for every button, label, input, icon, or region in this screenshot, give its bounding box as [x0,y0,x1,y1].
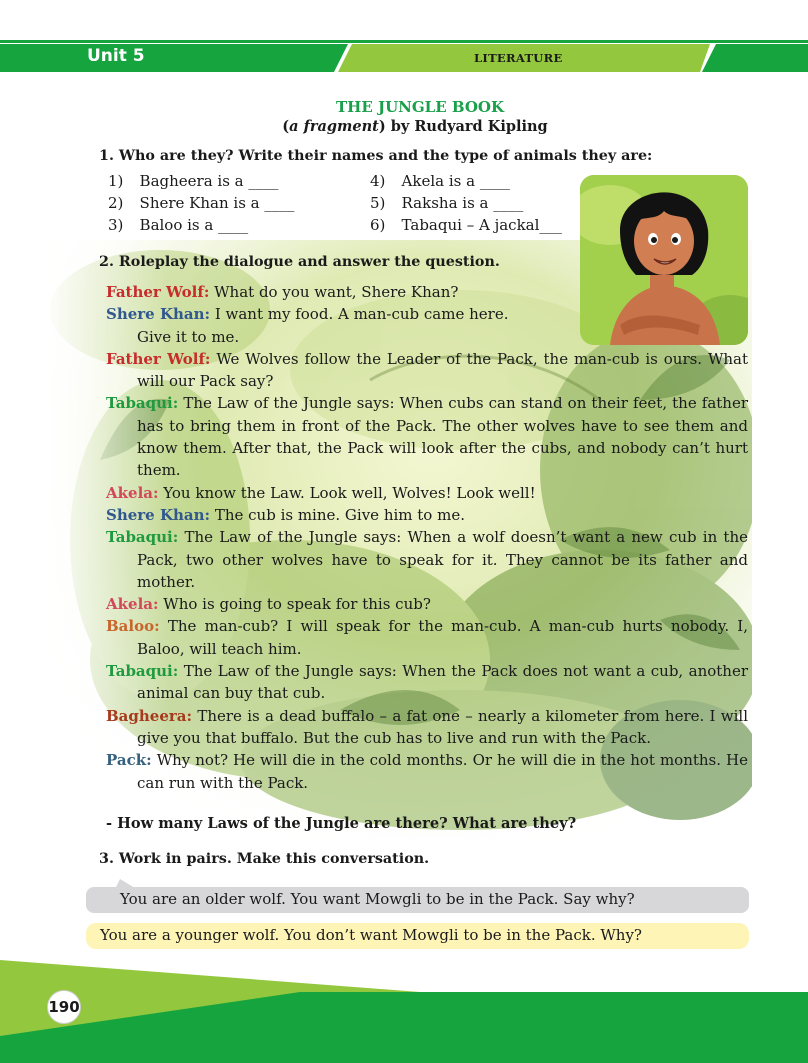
page-footer-band [0,952,808,1063]
dialogue-line: Tabaqui: The Law of the Jungle says: When cubs can stand on their feet, the father has to bring them in front of the Pack. The other wolves have to see them and know them. After that, the Pack will look after the cubs, and nobody can’t hurt them. [106,394,748,480]
subtitle-author: ) by Rudyard Kipling [378,118,548,135]
list-item: 2) Shere Khan is a ____ [108,194,295,212]
names-list-left [108,172,294,238]
younger-wolf-prompt-text: You are a younger wolf. You don’t want Mowgli to be in the Pack. Why? [100,926,642,944]
dialogue-line: Bagheera: There is a dead buffalo – a fat one – nearly a kilometer from here. I will give you that buffalo. But the cub has to live and run with the Pack. [106,706,748,747]
dialogue-line: Tabaqui: The Law of the Jungle says: When the Pack does not want a cub, another animal can buy that cub. [106,662,748,703]
list-item: 5) Raksha is a ____ [370,194,524,212]
dialogue-line: Pack: Why not? He will die in the cold months. Or he will die in the hot months. He can run with the Pack. [106,751,748,792]
dialogue-line: Akela: You know the Law. Look well, Wolves! Look well! [106,483,536,502]
dialogue-line: Tabaqui: The Law of the Jungle says: When a wolf doesn’t want a new cub in the Pack, two other wolves have to speak for it. They cannot be its father and mother. [106,528,748,591]
jungle-laws-question: - How many Laws of the Jungle are there? What are they? [106,815,577,832]
unit-label: Unit 5 [87,46,145,66]
subtitle-open: ( [282,118,290,135]
list-item: 4) Akela is a ____ [370,172,510,190]
task-2-heading: 2. Roleplay the dialogue and answer the question. [99,254,500,270]
list-item: 6) Tabaqui – A jackal___ [370,216,562,234]
page-title: THE JUNGLE BOOK [335,98,505,116]
dialogue-line: Shere Khan: I want my food. A man-cub came here. [106,305,509,324]
names-list-right [370,172,562,238]
dialogue-line: Father Wolf: What do you want, Shere Khan? [106,283,459,301]
older-wolf-prompt [86,887,749,913]
older-wolf-prompt-text: You are an older wolf. You want Mowgli to be in the Pack. Say why? [120,890,635,908]
dialogue [106,281,748,794]
section-label: LITERATURE [474,51,563,65]
task-1-heading: 1. Who are they? Write their names and the type of animals they are: [99,148,653,164]
task-3-heading: 3. Work in pairs. Make this conversation. [99,851,430,867]
list-item: 3) Baloo is a ____ [108,216,249,234]
page-number: 190 [48,991,80,1023]
dialogue-line: Baloo: The man-cub? I will speak for the man-cub. A man-cub hurts nobody. I, Baloo, will teach him. [106,617,748,658]
subtitle-fragment: a fragment [289,118,379,135]
page-subtitle [0,118,808,135]
dialogue-line: Akela: Who is going to speak for this cub? [106,595,431,614]
dialogue-line: Shere Khan: The cub is mine. Give him to me. [106,505,465,524]
dialogue-line: Give it to me. [137,327,240,346]
page-header [0,0,808,72]
younger-wolf-prompt [86,923,749,949]
list-item: 1) Bagheera is a ____ [108,172,279,190]
dialogue-line: Father Wolf: We Wolves follow the Leader of the Pack, the man-cub is ours. What will our Pack say? [106,349,749,391]
